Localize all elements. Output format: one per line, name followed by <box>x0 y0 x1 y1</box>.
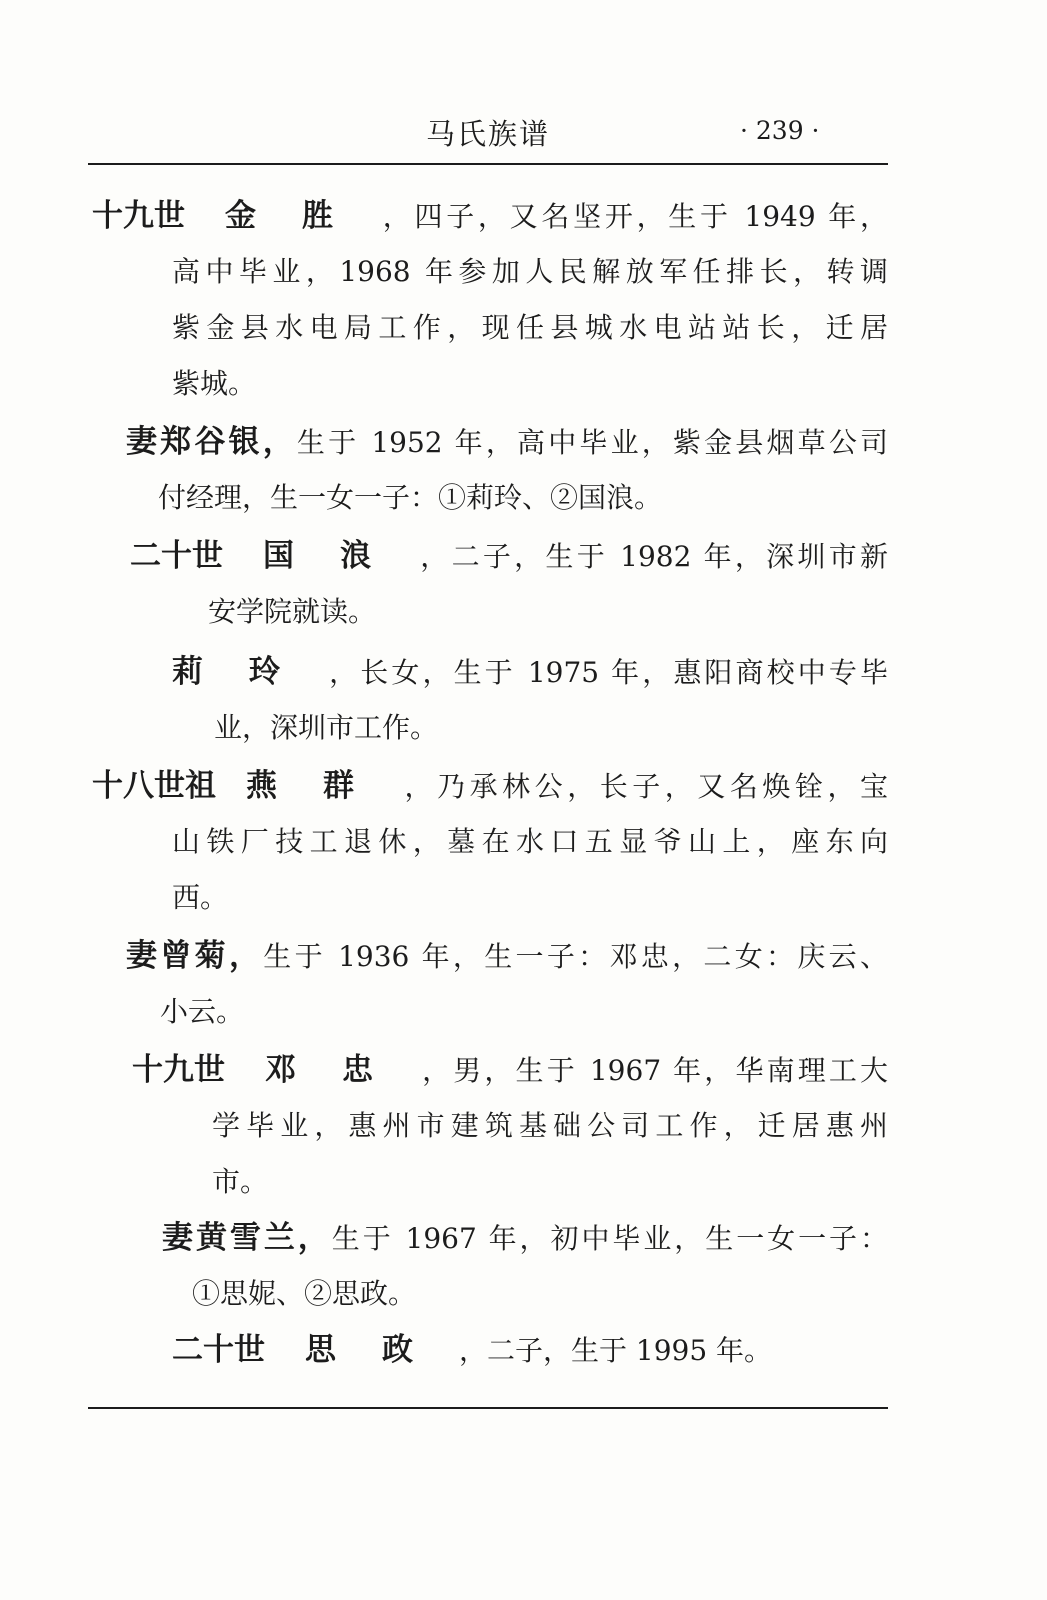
entry-text: ，二子，生于 1982 年，深圳市新 <box>417 540 888 573</box>
entry-text: ，男，生于 1967 年，华南理工大 <box>419 1054 888 1087</box>
spouse-name: 妻曾菊， <box>126 938 264 974</box>
person-name: 金胜 <box>225 198 379 234</box>
entry-line <box>92 758 888 814</box>
entry-line <box>172 1322 772 1378</box>
entry-text: 生于 1967 年，初中毕业，生一女一子： <box>331 1222 888 1255</box>
entry-text: 生于 1936 年，生一子：邓忠，二女：庆云、 <box>263 940 888 973</box>
generation-label: 二十世 <box>130 538 223 574</box>
entry-line <box>92 188 888 244</box>
entry-line <box>126 414 888 470</box>
person-name: 思政 <box>305 1332 459 1368</box>
header-divider <box>88 163 888 165</box>
entry-line: 高中毕业，1968 年参加人民解放军任排长，转调 <box>172 255 888 288</box>
entry-text: ，二子，生于 1995 年。 <box>459 1334 773 1367</box>
entry-line: 市。 <box>212 1165 269 1198</box>
entry-line: 紫金县水电局工作，现任县城水电站站长，迁居 <box>172 311 888 344</box>
entry-text: ，四子，又名坚开，生于 1949 年， <box>379 200 888 233</box>
generation-label: 十九世 <box>92 198 185 234</box>
generation-label: 二十世 <box>172 1332 265 1368</box>
spouse-name: 妻郑谷银， <box>126 424 297 460</box>
spouse-name: 妻黄雪兰， <box>162 1220 332 1256</box>
footer-divider <box>88 1407 888 1409</box>
entry-text: ，长女，生于 1975 年，惠阳商校中专毕 <box>326 656 888 689</box>
person-name: 燕群 <box>246 768 400 804</box>
entry-line: 学毕业，惠州市建筑基础公司工作，迁居惠州 <box>212 1109 888 1142</box>
page-header <box>88 112 888 162</box>
person-name: 国浪 <box>263 538 417 574</box>
entry-line: 业，深圳市工作。 <box>214 711 439 744</box>
entry-line: 紫城。 <box>172 367 257 400</box>
entry-line <box>130 528 888 584</box>
entry-line: 山铁厂技工退休，墓在水口五显爷山上，座东向 <box>172 825 888 858</box>
entry-line <box>132 1042 888 1098</box>
entry-line: 西。 <box>172 881 229 914</box>
generation-label: 十九世 <box>132 1052 225 1088</box>
entry-line: ①思妮、②思政。 <box>192 1277 417 1310</box>
page-number: · 239 · <box>740 116 820 145</box>
entry-line: 安学院就读。 <box>208 595 377 628</box>
book-title: 马氏族谱 <box>426 117 551 151</box>
entry-text: 生于 1952 年，高中毕业，紫金县烟草公司 <box>296 426 888 459</box>
generation-label: 十八世祖 <box>92 768 216 804</box>
entry-text: ，乃承林公，长子，又名焕铨，宝 <box>400 770 888 803</box>
entry-line <box>126 928 888 984</box>
person-name: 邓忠 <box>265 1052 419 1088</box>
entry-line: 付经理，生一女一子：①莉玲、②国浪。 <box>158 481 663 514</box>
entry-line <box>162 1210 888 1266</box>
entry-line: 小云。 <box>160 995 245 1028</box>
person-name: 莉玲 <box>172 654 326 690</box>
entry-line <box>172 644 888 700</box>
